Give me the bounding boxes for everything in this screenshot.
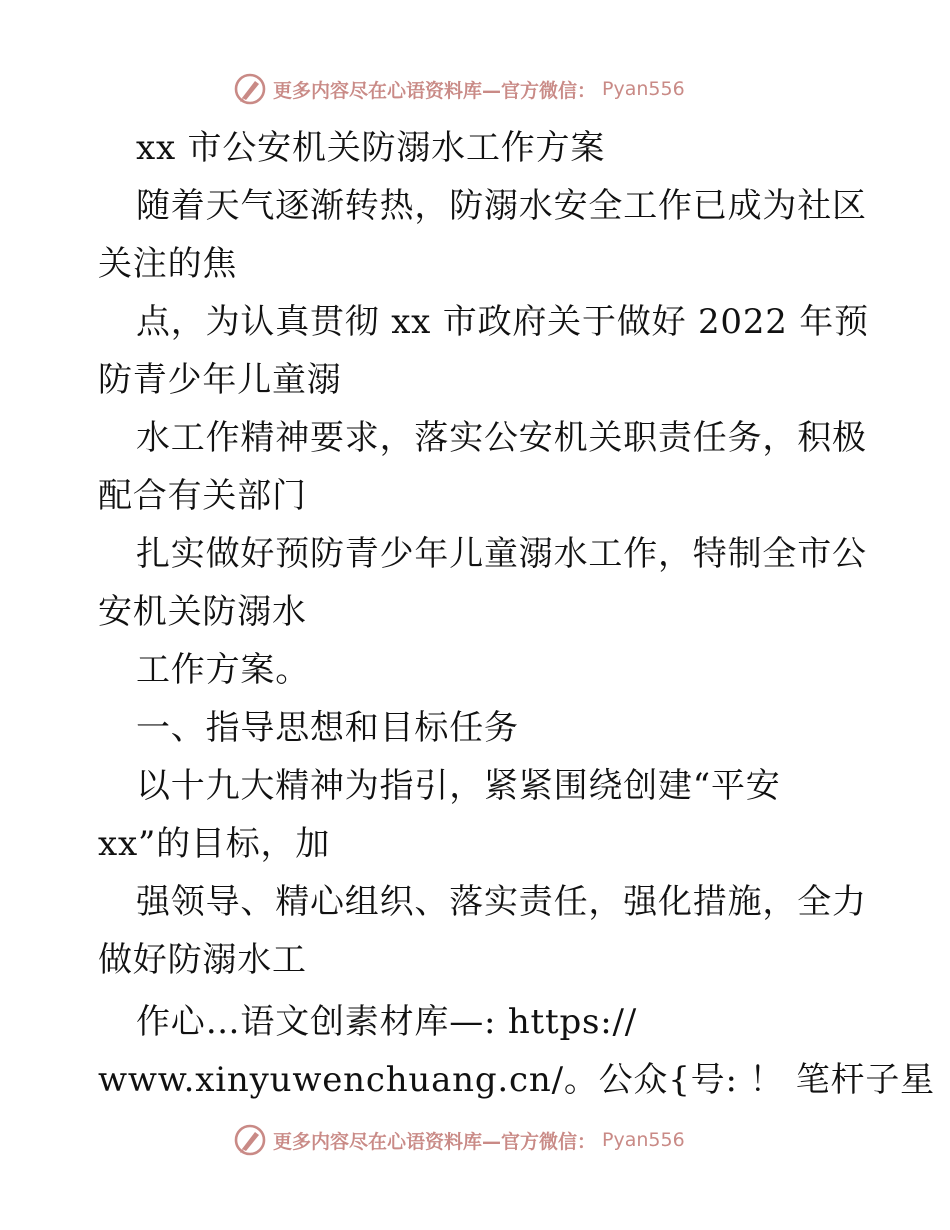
header-watermark xyxy=(233,72,685,106)
text-line: 作心…语文创素材库—: https:// xyxy=(136,1002,638,1042)
text-line: 工作方案。 xyxy=(136,650,310,690)
section-heading: 一、指导思想和目标任务 xyxy=(136,708,519,748)
text-line: xx”的目标，加 xyxy=(98,824,331,864)
document-title: xx 市公安机关防溺水工作方案 xyxy=(136,128,606,168)
text-line: 配合有关部门 xyxy=(98,476,307,516)
text-line: 防青少年儿童溺 xyxy=(98,360,342,400)
quill-logo-icon xyxy=(233,72,267,106)
watermark-wechat-id: Pyan556 xyxy=(602,1129,685,1151)
text-line: 以十九大精神为指引，紧紧围绕创建“平安 xyxy=(136,766,781,806)
text-line: 点，为认真贯彻 xx 市政府关于做好 2022 年预 xyxy=(136,302,869,342)
text-line: 强领导、精心组织、落实责任，强化措施，全力 xyxy=(136,882,867,922)
text-line: 做好防溺水工 xyxy=(98,940,307,980)
watermark-text: 更多内容尽在心语资料库—官方微信： xyxy=(273,1130,597,1153)
text-line: www.xinyuwenchuang.cn/。公众{号: ！ 笔杆子星 xyxy=(98,1060,935,1100)
quill-logo-icon xyxy=(233,1123,267,1157)
text-line: 随着天气逐渐转热，防溺水安全工作已成为社区 xyxy=(136,186,867,226)
text-line: 水工作精神要求，落实公安机关职责任务，积极 xyxy=(136,418,867,458)
watermark-wechat-id: Pyan556 xyxy=(602,78,685,100)
text-line: 关注的焦 xyxy=(98,244,238,284)
footer-watermark xyxy=(233,1123,685,1157)
watermark-text: 更多内容尽在心语资料库—官方微信： xyxy=(273,79,597,102)
text-line: 扎实做好预防青少年儿童溺水工作，特制全市公 xyxy=(136,534,867,574)
text-line: 安机关防溺水 xyxy=(98,592,307,632)
